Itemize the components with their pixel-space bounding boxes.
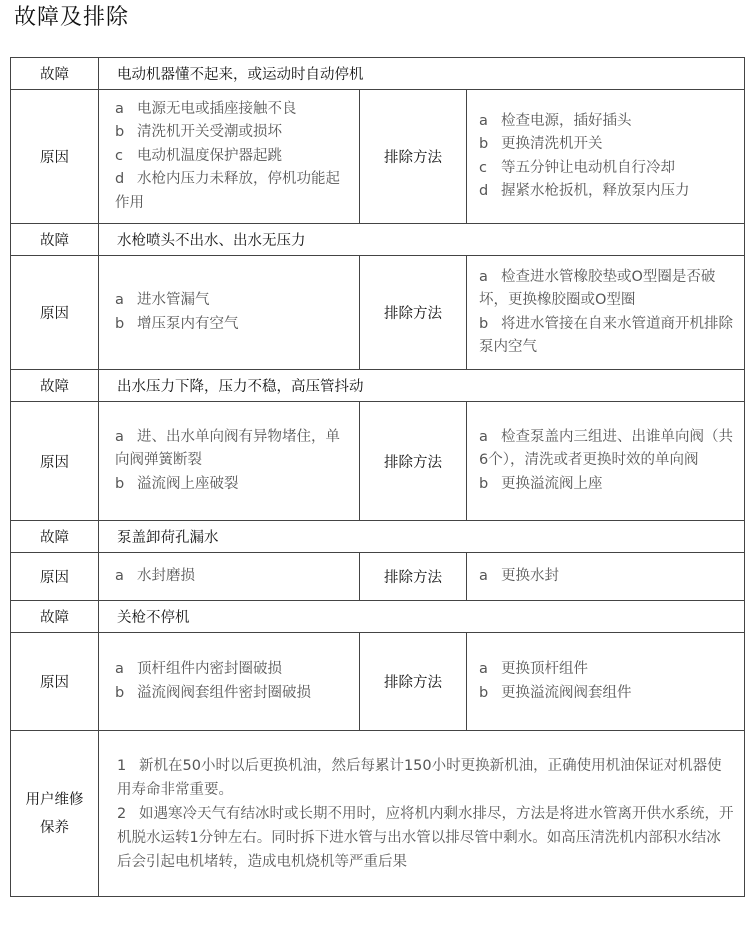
item-letter: a bbox=[479, 567, 488, 584]
cause-row bbox=[11, 402, 745, 521]
cause-item bbox=[115, 658, 351, 682]
cause-list bbox=[99, 633, 360, 731]
item-letter: b bbox=[479, 315, 489, 332]
fix-list bbox=[467, 402, 745, 521]
item-letter: a bbox=[479, 112, 488, 129]
cause-list bbox=[99, 553, 360, 601]
fault-label: 故障 bbox=[11, 58, 99, 90]
fix-label: 排除方法 bbox=[360, 402, 467, 521]
item-number: 2 bbox=[117, 805, 127, 822]
item-letter: b bbox=[479, 684, 489, 701]
cause-label: 原因 bbox=[11, 90, 99, 224]
cause-item bbox=[115, 145, 351, 169]
fix-item bbox=[479, 180, 736, 204]
fault-row bbox=[11, 601, 745, 633]
fault-title: 出水压力下降，压力不稳，高压管抖动 bbox=[99, 370, 745, 402]
item-text: 更换顶杆组件 bbox=[501, 661, 588, 677]
item-text: 溢流阀上座破裂 bbox=[137, 475, 239, 492]
item-text: 清洗机开关受潮或损坏 bbox=[137, 124, 282, 141]
item-letter: c bbox=[479, 159, 487, 176]
maintenance-item bbox=[117, 802, 734, 874]
item-letter: b bbox=[479, 475, 489, 492]
maintenance-label: 用户维修保养 bbox=[11, 731, 99, 897]
item-text: 检查电源，插好插头 bbox=[501, 112, 632, 129]
item-letter: a bbox=[115, 661, 124, 677]
item-text: 等五分钟让电动机自行冷却 bbox=[501, 159, 675, 176]
cause-item bbox=[115, 565, 351, 589]
item-text: 溢流阀阀套组件密封圈破损 bbox=[137, 684, 311, 701]
cause-label: 原因 bbox=[11, 553, 99, 601]
cause-label: 原因 bbox=[11, 633, 99, 731]
item-letter: c bbox=[115, 147, 123, 164]
fix-item bbox=[479, 313, 736, 360]
fix-item bbox=[479, 157, 736, 181]
item-letter: a bbox=[115, 428, 124, 445]
item-text: 握紧水枪扳机，释放泵内压力 bbox=[501, 183, 690, 199]
item-text: 进、出水单向阀有异物堵住，单向阀弹簧断裂 bbox=[115, 428, 340, 469]
fault-row bbox=[11, 370, 745, 402]
item-text: 新机在50小时以后更换机油，然后每累计150小时更换新机油，正确使用机油保证对机器使用寿命非常重要。 bbox=[117, 757, 722, 798]
cause-row bbox=[11, 553, 745, 601]
item-letter: a bbox=[115, 292, 124, 308]
fault-label: 故障 bbox=[11, 521, 99, 553]
fix-item bbox=[479, 473, 736, 497]
item-text: 水枪内压力未释放，停机功能起作用 bbox=[115, 171, 340, 211]
fix-item bbox=[479, 266, 736, 313]
cause-item bbox=[115, 682, 351, 706]
fault-row bbox=[11, 521, 745, 553]
item-letter: d bbox=[115, 171, 125, 188]
fix-item bbox=[479, 133, 736, 157]
cause-label: 原因 bbox=[11, 402, 99, 521]
item-text: 顶杆组件内密封圈破损 bbox=[137, 661, 282, 677]
item-letter: a bbox=[479, 268, 488, 285]
cause-row bbox=[11, 633, 745, 731]
item-text: 如遇寒冷天气有结冰时或长期不用时，应将机内剩水排尽，方法是将进水管离开供水系统，开机脱水运转1分钟左右。同时拆下进水管与出水管以排尽管中剩水。如高压清洗机内部积水结冰后会引起电机堵转，造成电机烧机等严重后果 bbox=[117, 805, 734, 870]
cause-label: 原因 bbox=[11, 256, 99, 370]
maintenance-item bbox=[117, 754, 734, 802]
fix-label: 排除方法 bbox=[360, 90, 467, 224]
maintenance-row bbox=[11, 731, 745, 897]
fix-item bbox=[479, 682, 736, 706]
fault-label: 故障 bbox=[11, 601, 99, 633]
cause-item bbox=[115, 473, 351, 497]
item-letter: b bbox=[115, 315, 125, 332]
cause-row bbox=[11, 90, 745, 224]
fix-item bbox=[479, 426, 736, 473]
item-text: 更换水封 bbox=[501, 567, 559, 584]
fix-label: 排除方法 bbox=[360, 553, 467, 601]
item-text: 更换溢流阀阀套组件 bbox=[501, 684, 632, 701]
fix-list bbox=[467, 256, 745, 370]
item-letter: b bbox=[115, 124, 125, 141]
cause-list bbox=[99, 256, 360, 370]
item-letter: b bbox=[479, 136, 489, 152]
cause-item bbox=[115, 313, 351, 337]
item-letter: a bbox=[479, 661, 488, 677]
fault-row bbox=[11, 58, 745, 90]
item-text: 检查泵盖内三组进、出谁单向阀（共6个），清洗或者更换时效的单向阀 bbox=[479, 428, 733, 469]
fix-item bbox=[479, 658, 736, 682]
item-text: 增压泵内有空气 bbox=[137, 315, 239, 332]
item-text: 进水管漏气 bbox=[137, 292, 210, 308]
item-text: 电动机温度保护器起跳 bbox=[137, 147, 282, 164]
item-letter: a bbox=[115, 567, 124, 584]
item-text: 更换溢流阀上座 bbox=[501, 475, 603, 492]
item-text: 更换清洗机开关 bbox=[501, 136, 603, 152]
item-letter: d bbox=[479, 183, 489, 199]
item-letter: b bbox=[115, 684, 125, 701]
fix-list bbox=[467, 90, 745, 224]
fault-label: 故障 bbox=[11, 224, 99, 256]
maintenance-text bbox=[99, 731, 745, 897]
fault-title: 水枪喷头不出水、出水无压力 bbox=[99, 224, 745, 256]
fault-title: 泵盖卸荷孔漏水 bbox=[99, 521, 745, 553]
fault-label: 故障 bbox=[11, 370, 99, 402]
fix-list bbox=[467, 553, 745, 601]
page-title: 故障及排除 bbox=[14, 5, 130, 30]
item-letter: a bbox=[479, 428, 488, 445]
cause-item bbox=[115, 98, 351, 122]
fix-list bbox=[467, 633, 745, 731]
cause-item bbox=[115, 289, 351, 313]
fix-label: 排除方法 bbox=[360, 256, 467, 370]
cause-item bbox=[115, 426, 351, 473]
cause-row bbox=[11, 256, 745, 370]
item-text: 将进水管接在自来水管道商开机排除泵内空气 bbox=[479, 315, 733, 355]
item-text: 电源无电或插座接触不良 bbox=[137, 100, 297, 117]
cause-item bbox=[115, 121, 351, 145]
cause-item bbox=[115, 168, 351, 215]
cause-list bbox=[99, 90, 360, 224]
fault-title: 电动机器懂不起来，或运动时自动停机 bbox=[99, 58, 745, 90]
fault-title: 关枪不停机 bbox=[99, 601, 745, 633]
item-number: 1 bbox=[117, 757, 127, 774]
fix-label: 排除方法 bbox=[360, 633, 467, 731]
item-text: 水封磨损 bbox=[137, 567, 195, 584]
item-letter: b bbox=[115, 475, 125, 492]
troubleshooting-table bbox=[10, 57, 745, 897]
item-text: 检查进水管橡胶垫或O型圈是否破坏，更换橡胶圈或O型圈 bbox=[479, 268, 716, 308]
fix-item bbox=[479, 565, 736, 589]
fault-row bbox=[11, 224, 745, 256]
fix-item bbox=[479, 110, 736, 134]
cause-list bbox=[99, 402, 360, 521]
item-letter: a bbox=[115, 100, 124, 117]
